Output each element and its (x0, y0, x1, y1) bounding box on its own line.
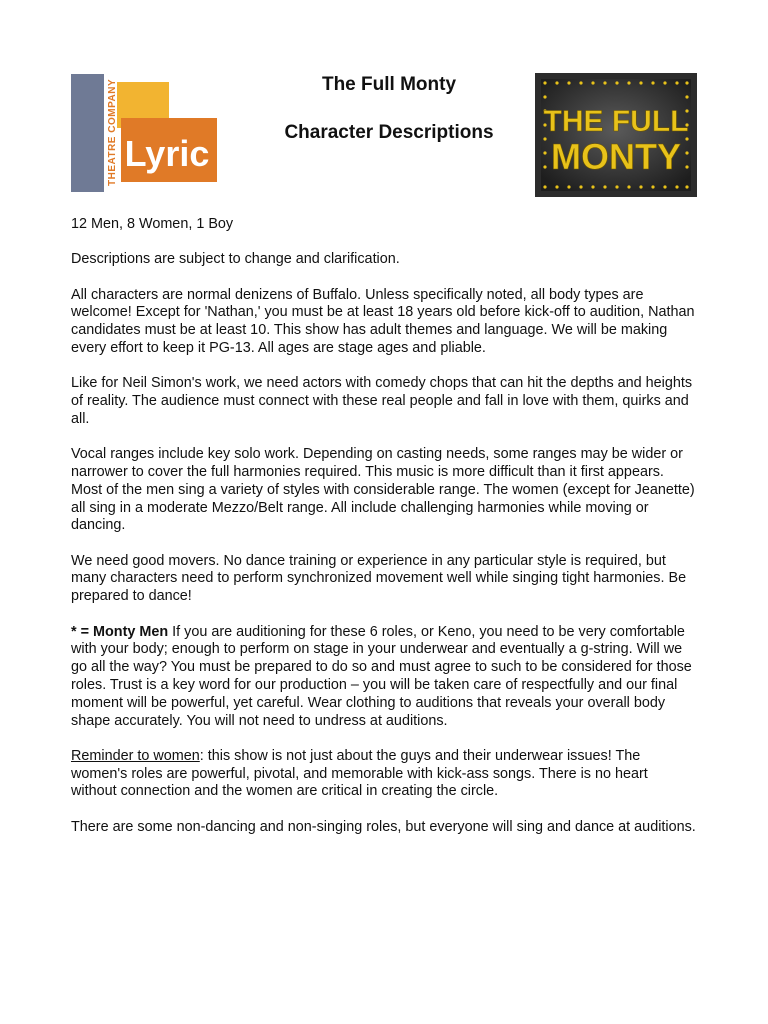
document-body (71, 216, 696, 854)
paragraph-monty-men (71, 624, 696, 731)
lyric-logo-side-text: THEATRE COMPANY (107, 78, 118, 186)
paragraph-movers: We need good movers. No dance training or experience in any particular style is required, but many characters need to perform synchronized movement well while singing tight harmonies. Be prepared to dance! (71, 552, 687, 605)
monty-men-label: * = Monty Men (71, 623, 169, 640)
paragraph-neil-simon: Like for Neil Simon's work, we need actors with comedy chops that can hit the depths and heights of reality. The audience must connect with these real people and fall in love with them, quirks and all. (71, 375, 693, 427)
monty-logo-line2: MONTY (551, 136, 681, 177)
title-block (260, 72, 518, 146)
reminder-label: Reminder to women (71, 747, 200, 764)
change-notice: Descriptions are subject to change and clarification. (71, 251, 400, 268)
monty-logo-line1: THE FULL (543, 105, 689, 138)
document-title: The Full Monty (321, 74, 457, 95)
lyric-logo-word: Lyric (124, 133, 210, 174)
paragraph-denizens: All characters are normal denizens of Buffalo. Unless specifically noted, all body types are welcome! Except for 'Nathan,' you must be at least 18 years old before kick-off to audition, Nathan candidates must be at least 10. This show has adult themes and language. We will be making every effort to keep it PG-13. All ages are stage ages and pliable. (71, 286, 695, 356)
reminder-text: : this show is not just about the guys and their underwear issues! The women's roles are powerful, pivotal, and memorable with kick-ass songs. There is no heart without connection and the women are critical in creating the circle. (71, 747, 648, 800)
full-monty-logo (535, 73, 697, 197)
document-subtitle: Character Descriptions (284, 122, 494, 143)
monty-men-text: If you are auditioning for these 6 roles, or Keno, you need to be very comfortable with your body; enough to perform on stage in your underwear and eventually a g-string. Will we go all the way? You must be prepared to do so and must agree to such to be considered for those roles. Trust is a key word for our production – you will be taken care of respectfully and our final moment will be powerful, yet careful. Wear clothing to auditions that reveals your overall body shape accurately. You will not need to undress at auditions. (71, 623, 692, 729)
lyric-theatre-logo (71, 74, 221, 192)
cast-breakdown: 12 Men, 8 Women, 1 Boy (71, 216, 234, 232)
paragraph-vocal-ranges: Vocal ranges include key solo work. Depending on casting needs, some ranges may be wider or narrower to cover the full harmonies required. This music is more difficult than it first appears. Most of the men sing a variety of styles with considerable range. The women (except for Jeanette) all sing in a moderate Mezzo/Belt range. All include challenging harmonies while moving or dancing. (71, 446, 695, 534)
paragraph-reminder (71, 748, 696, 801)
paragraph-closing: There are some non-dancing and non-singing roles, but everyone will sing and dance at auditions. (71, 818, 696, 835)
